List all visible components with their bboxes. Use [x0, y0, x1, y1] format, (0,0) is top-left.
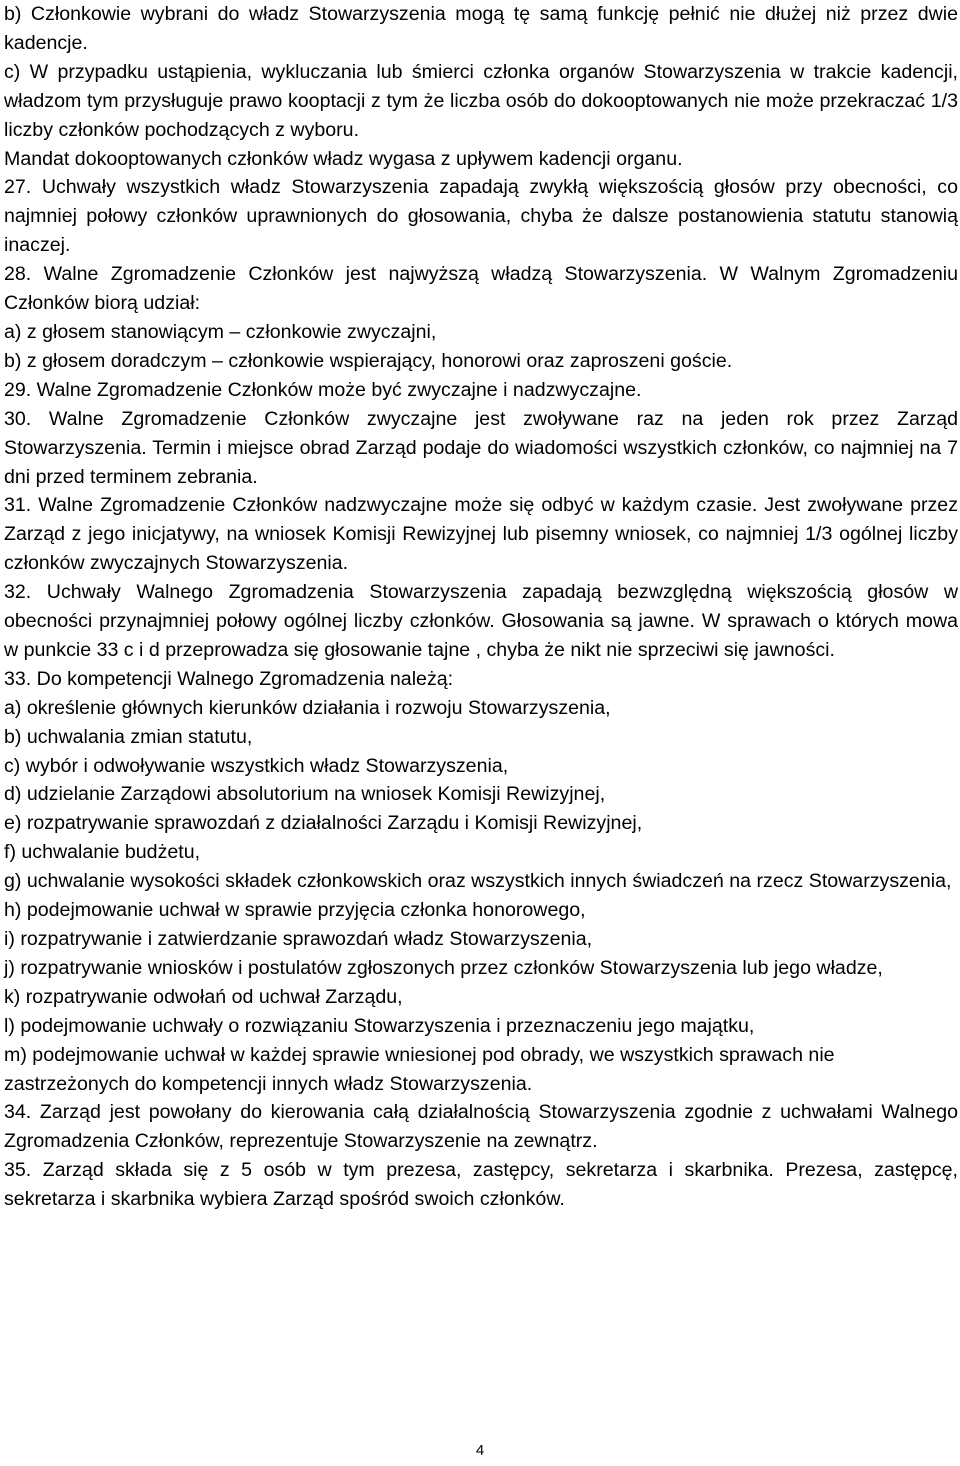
paragraph-35: 35. Zarząd składa się z 5 osób w tym prezesa, zastępcy, sekretarza i skarbnika. Prezesa, zastępcę, sekretarza i skarbnika wybiera Zarząd spośród swoich członków. [4, 1159, 958, 1211]
paragraph-33-k: k) rozpatrywanie odwołań od uchwał Zarządu, [4, 985, 403, 1008]
paragraph-mandate-expiry: Mandat dokooptowanych członków władz wygasa z upływem kadencji organu. [4, 147, 683, 170]
paragraph-27: 27. Uchwały wszystkich władz Stowarzyszenia zapadają zwykłą większością głosów przy obecności, co najmniej połowy członków uprawnionych do głosowania, chyba że dalsze postanowienia statutu stanowią inaczej. [4, 176, 958, 257]
paragraph-33-m: m) podejmowanie uchwał w każdej sprawie wniesionej pod obrady, we wszystkich sprawach nie zastrzeżonych do kompetencji innych władz Stowarzyszenia. [4, 1043, 835, 1095]
paragraph-28: 28. Walne Zgromadzenie Członków jest najwyższą władzą Stowarzyszenia. W Walnym Zgromadzeniu Członków biorą udział: [4, 263, 958, 315]
page-number: 4 [475, 1442, 485, 1459]
paragraph-33-f: f) uchwalanie budżetu, [4, 841, 201, 864]
paragraph-31: 31. Walne Zgromadzenie Członków nadzwyczajne może się odbyć w każdym czasie. Jest zwoływane przez Zarząd z jego inicjatywy, na wniosek Komisji Rewizyjnej lub pisemny wniosek, co najmniej 1/3 ogólnej liczby członków zwyczajnych Stowarzyszenia. [4, 494, 958, 575]
paragraph-33-j: j) rozpatrywanie wniosków i postulatów zgłoszonych przez członków Stowarzyszenia lub jego władze, [4, 956, 883, 979]
paragraph-33-b: b) uchwalania zmian statutu, [4, 725, 253, 748]
paragraph-29: 29. Walne Zgromadzenie Członków może być zwyczajne i nadzwyczajne. [4, 378, 642, 401]
paragraph-33-h: h) podejmowanie uchwał w sprawie przyjęcia członka honorowego, [4, 899, 586, 922]
paragraph-32: 32. Uchwały Walnego Zgromadzenia Stowarzyszenia zapadają bezwzględną większością głosów w obecności przynajmniej połowy ogólnej liczby członków. Głosowania są jawne. W sprawach o których mowa w punkcie 33 c i d przeprowadza się głosowanie tajne , chyba że nikt nie sprzeciwi się jawności. [4, 581, 958, 661]
paragraph-28-b: b) z głosem doradczym – członkowie wspierający, honorowi oraz zaproszeni goście. [4, 349, 733, 372]
paragraph-33: 33. Do kompetencji Walnego Zgromadzenia należą: [4, 667, 454, 690]
paragraph-33-g: g) uchwalanie wysokości składek członkowskich oraz wszystkich innych świadczeń na rzecz Stowarzyszenia, [4, 870, 952, 893]
paragraph-34: 34. Zarząd jest powołany do kierowania całą działalnością Stowarzyszenia zgodnie z uchwałami Walnego Zgromadzenia Członków, reprezentuje Stowarzyszenie na zewnątrz. [4, 1101, 958, 1153]
paragraph-33-i: i) rozpatrywanie i zatwierdzanie sprawozdań władz Stowarzyszenia, [4, 928, 593, 950]
paragraph-33-a: a) określenie głównych kierunków działania i rozwoju Stowarzyszenia, [4, 696, 611, 719]
document-page [4, 0, 958, 1214]
paragraph-33-e: e) rozpatrywanie sprawozdań z działalności Zarządu i Komisji Rewizyjnej, [4, 812, 643, 835]
paragraph-33-d: d) udzielanie Zarządowi absolutorium na wniosek Komisji Rewizyjnej, [4, 783, 606, 806]
paragraph-c-cooptation: c) W przypadku ustąpienia, wykluczania lub śmierci członka organów Stowarzyszenia w trakcie kadencji, władzom tym przysługuje prawo kooptacji z tym że liczba osób do dokooptowanych nie może przekraczać 1/3 liczby członków pochodzących z wyboru. [4, 60, 958, 141]
paragraph-33-c: c) wybór i odwoływanie wszystkich władz Stowarzyszenia, [4, 754, 509, 777]
paragraph-30: 30. Walne Zgromadzenie Członków zwyczajne jest zwoływane raz na jeden rok przez Zarząd Stowarzyszenia. Termin i miejsce obrad Zarząd podaje do wiadomości wszystkich członków, co najmniej na 7 dni przed terminem zebrania. [4, 407, 958, 488]
paragraph-28-a: a) z głosem stanowiącym – członkowie zwyczajni, [4, 320, 437, 343]
paragraph-33-l: l) podejmowanie uchwały o rozwiązaniu Stowarzyszenia i przeznaczeniu jego majątku, [4, 1014, 755, 1037]
paragraph-b-term-limit: b) Członkowie wybrani do władz Stowarzyszenia mogą tę samą funkcję pełnić nie dłużej niż przez dwie kadencje. [4, 3, 958, 54]
